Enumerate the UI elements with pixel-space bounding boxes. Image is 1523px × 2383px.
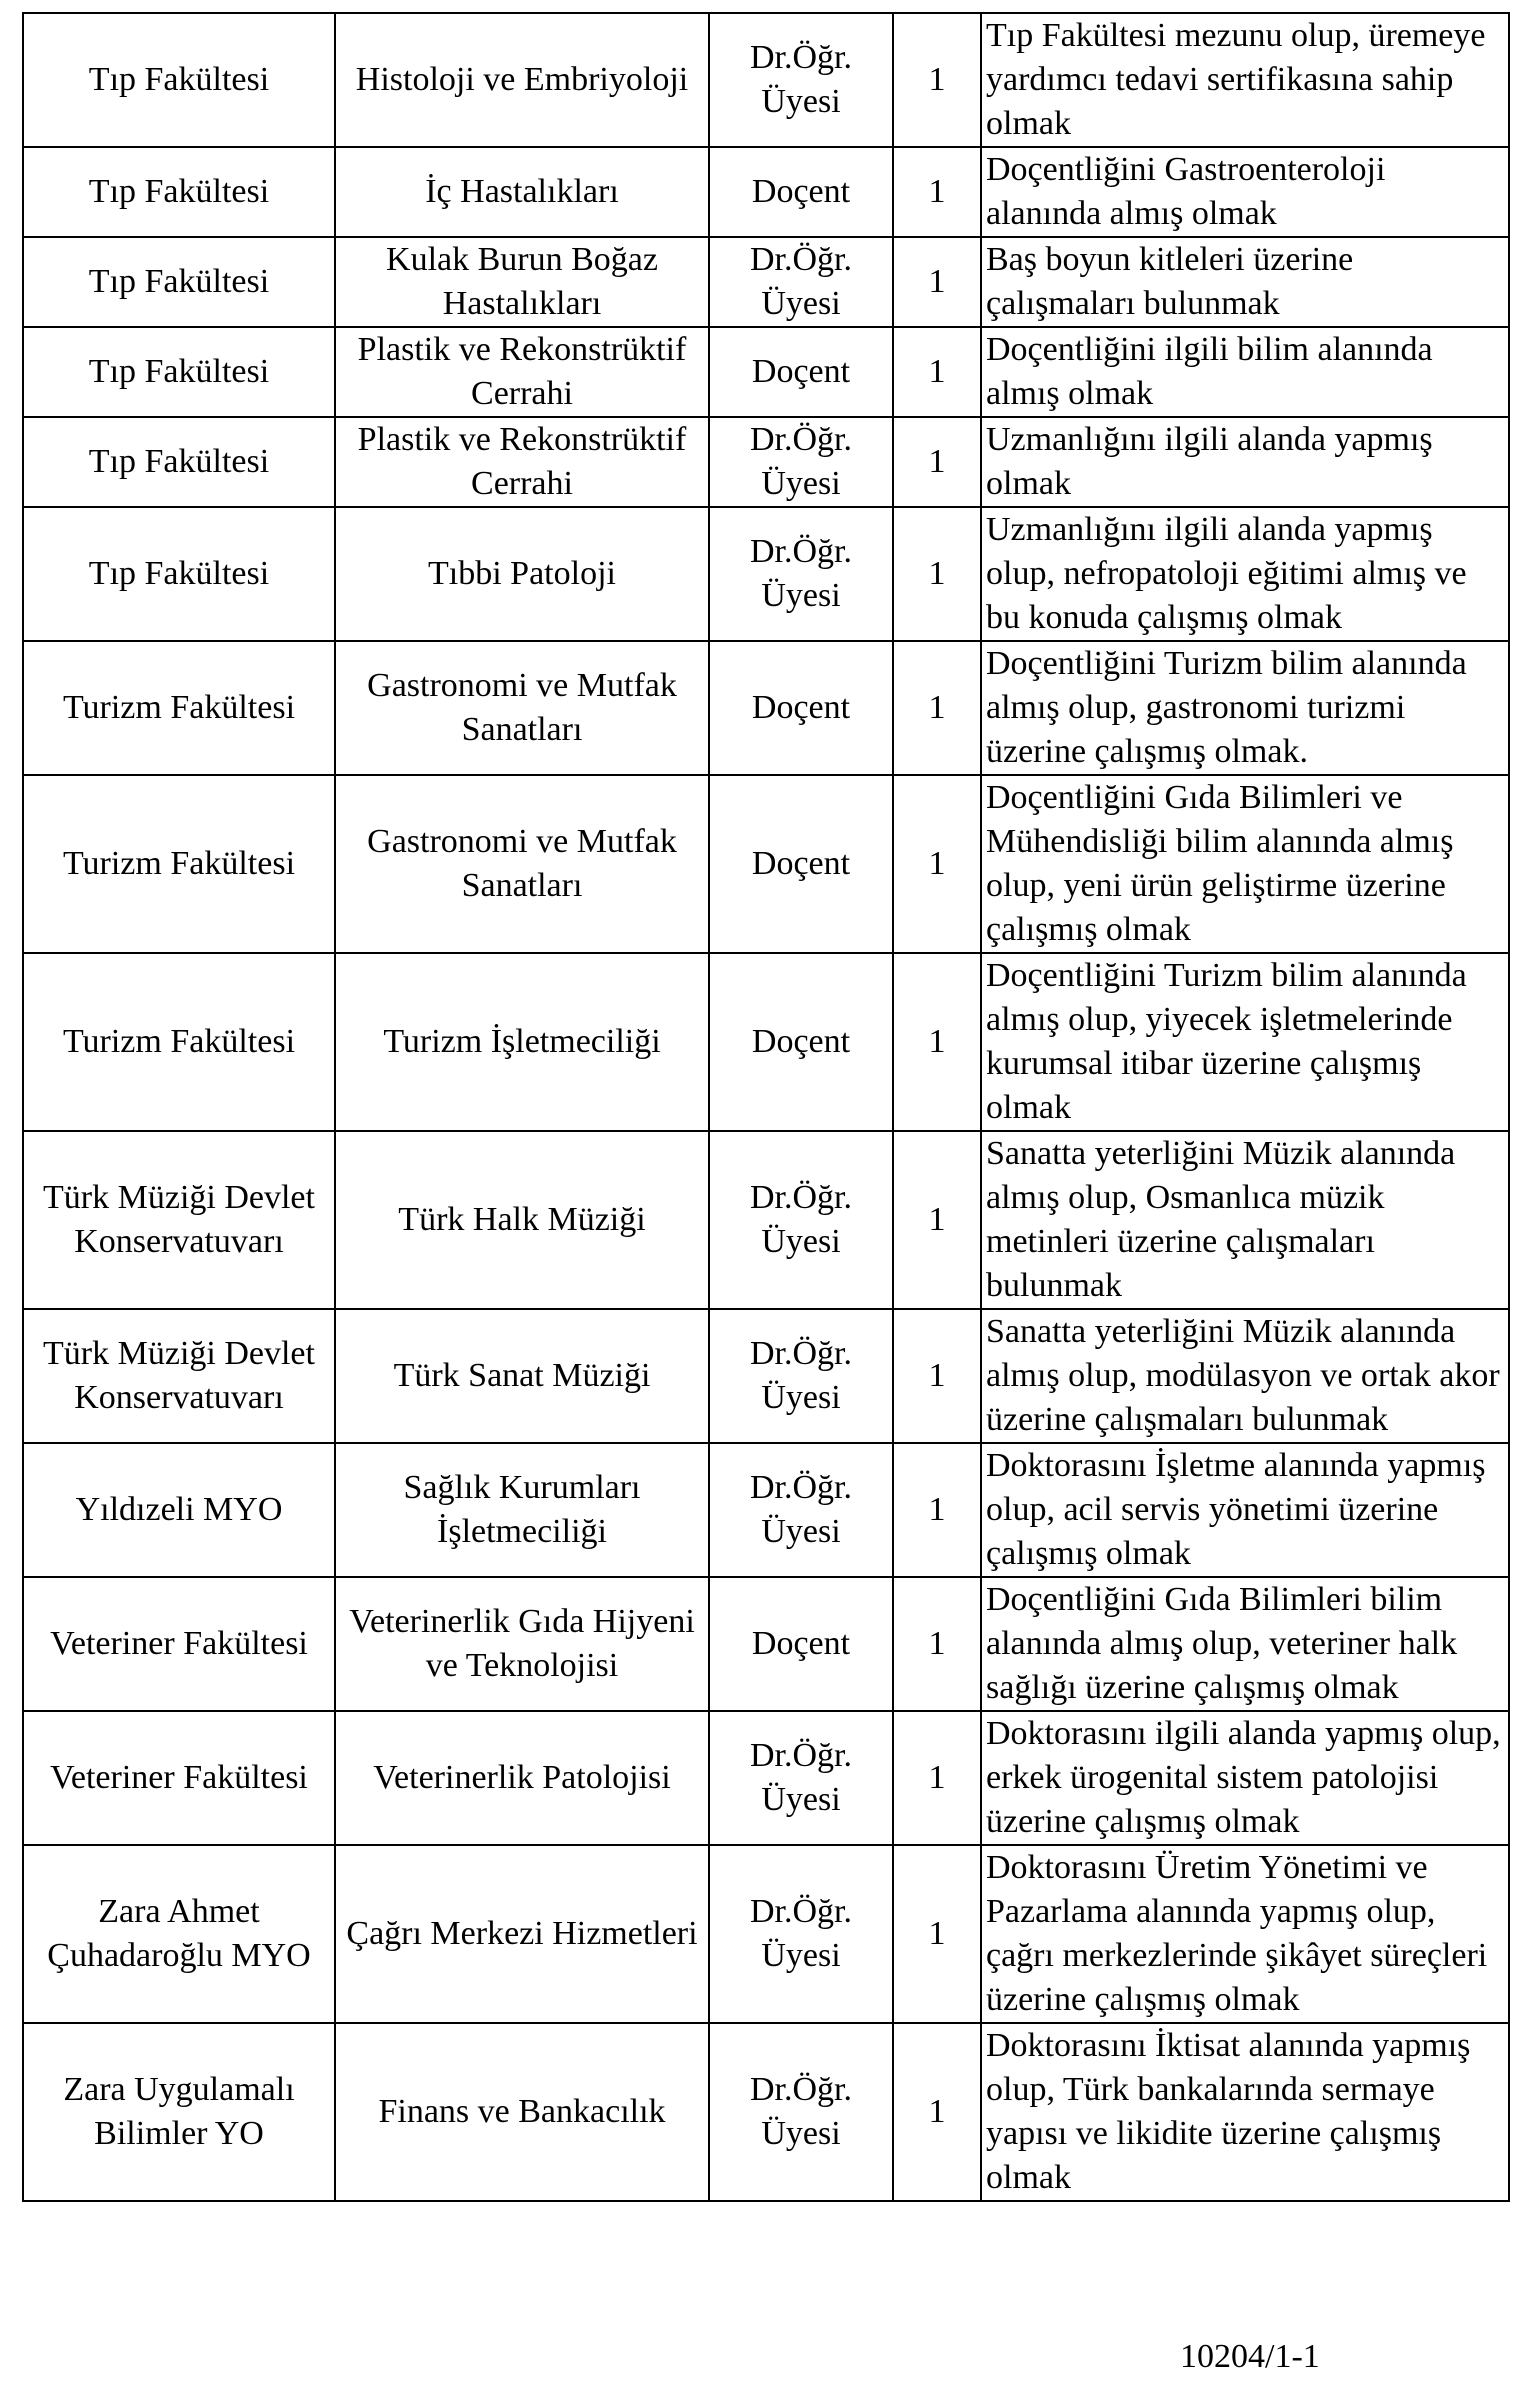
department-cell: Kulak Burun Boğaz Hastalıkları [335,237,709,327]
title-cell: Dr.Öğr. Üyesi [709,2023,893,2201]
positions-table-body [23,13,1509,2201]
unit-cell: Veteriner Fakültesi [23,1711,335,1845]
table-row [23,775,1509,953]
count-cell: 1 [893,775,981,953]
department-cell: Gastronomi ve Mutfak Sanatları [335,775,709,953]
department-cell: Sağlık Kurumları İşletmeciliği [335,1443,709,1577]
requirement-cell: Doktorasını ilgili alanda yapmış olup, erkek ürogenital sistem patolojisi üzerine çalışmış olmak [981,1711,1509,1845]
title-cell: Doçent [709,147,893,237]
department-cell: Veterinerlik Gıda Hijyeni ve Teknolojisi [335,1577,709,1711]
requirement-cell: Doçentliğini Turizm bilim alanında almış olup, gastronomi turizmi üzerine çalışmış olmak. [981,641,1509,775]
title-cell: Dr.Öğr. Üyesi [709,1711,893,1845]
count-cell: 1 [893,507,981,641]
requirement-cell: Doçentliğini Turizm bilim alanında almış olup, yiyecek işletmelerinde kurumsal itibar üzerine çalışmış olmak [981,953,1509,1131]
count-cell: 1 [893,237,981,327]
unit-cell: Tıp Fakültesi [23,507,335,641]
title-cell: Dr.Öğr. Üyesi [709,237,893,327]
table-row [23,1577,1509,1711]
table-row [23,1711,1509,1845]
requirement-cell: Doktorasını İktisat alanında yapmış olup, Türk bankalarında sermaye yapısı ve likidite üzerine çalışmış olmak [981,2023,1509,2201]
title-cell: Dr.Öğr. Üyesi [709,1443,893,1577]
requirement-cell: Doçentliğini Gıda Bilimleri bilim alanında almış olup, veteriner halk sağlığı üzerine çalışmış olmak [981,1577,1509,1711]
requirement-cell: Doktorasını Üretim Yönetimi ve Pazarlama alanında yapmış olup, çağrı merkezlerinde şikâyet süreçleri üzerine çalışmış olmak [981,1845,1509,2023]
table-row [23,237,1509,327]
department-cell: Veterinerlik Patolojisi [335,1711,709,1845]
title-cell: Dr.Öğr. Üyesi [709,1131,893,1309]
department-cell: Çağrı Merkezi Hizmetleri [335,1845,709,2023]
unit-cell: Tıp Fakültesi [23,147,335,237]
count-cell: 1 [893,417,981,507]
table-row [23,2023,1509,2201]
count-cell: 1 [893,1577,981,1711]
unit-cell: Tıp Fakültesi [23,327,335,417]
requirement-cell: Sanatta yeterliğini Müzik alanında almış olup, Osmanlıca müzik metinleri üzerine çalışmaları bulunmak [981,1131,1509,1309]
title-cell: Doçent [709,775,893,953]
title-cell: Dr.Öğr. Üyesi [709,13,893,147]
department-cell: Histoloji ve Embriyoloji [335,13,709,147]
document-code: 10204/1-1 [1180,2338,1320,2375]
unit-cell: Türk Müziği Devlet Konservatuvarı [23,1131,335,1309]
count-cell: 1 [893,147,981,237]
table-row [23,1131,1509,1309]
title-cell: Doçent [709,327,893,417]
count-cell: 1 [893,641,981,775]
department-cell: Plastik ve Rekonstrüktif Cerrahi [335,417,709,507]
count-cell: 1 [893,327,981,417]
requirement-cell: Doktorasını İşletme alanında yapmış olup, acil servis yönetimi üzerine çalışmış olmak [981,1443,1509,1577]
requirement-cell: Sanatta yeterliğini Müzik alanında almış olup, modülasyon ve ortak akor üzerine çalışmaları bulunmak [981,1309,1509,1443]
title-cell: Dr.Öğr. Üyesi [709,507,893,641]
table-row [23,641,1509,775]
table-row [23,1845,1509,2023]
department-cell: Gastronomi ve Mutfak Sanatları [335,641,709,775]
table-row [23,507,1509,641]
title-cell: Doçent [709,1577,893,1711]
unit-cell: Tıp Fakültesi [23,237,335,327]
count-cell: 1 [893,1845,981,2023]
department-cell: Turizm İşletmeciliği [335,953,709,1131]
count-cell: 1 [893,953,981,1131]
table-row [23,953,1509,1131]
unit-cell: Tıp Fakültesi [23,13,335,147]
count-cell: 1 [893,1131,981,1309]
count-cell: 1 [893,2023,981,2201]
title-cell: Dr.Öğr. Üyesi [709,1309,893,1443]
requirement-cell: Tıp Fakültesi mezunu olup, üremeye yardımcı tedavi sertifikasına sahip olmak [981,13,1509,147]
department-cell: İç Hastalıkları [335,147,709,237]
count-cell: 1 [893,1443,981,1577]
positions-table [22,12,1510,2202]
unit-cell: Yıldızeli MYO [23,1443,335,1577]
unit-cell: Veteriner Fakültesi [23,1577,335,1711]
table-row [23,13,1509,147]
table-row [23,147,1509,237]
requirement-cell: Doçentliğini Gastroenteroloji alanında almış olmak [981,147,1509,237]
department-cell: Türk Sanat Müziği [335,1309,709,1443]
unit-cell: Turizm Fakültesi [23,953,335,1131]
requirement-cell: Doçentliğini ilgili bilim alanında almış olmak [981,327,1509,417]
department-cell: Finans ve Bankacılık [335,2023,709,2201]
title-cell: Doçent [709,641,893,775]
unit-cell: Türk Müziği Devlet Konservatuvarı [23,1309,335,1443]
table-row [23,1443,1509,1577]
table-row [23,327,1509,417]
requirement-cell: Uzmanlığını ilgili alanda yapmış olup, nefropatoloji eğitimi almış ve bu konuda çalışmış olmak [981,507,1509,641]
title-cell: Doçent [709,953,893,1131]
department-cell: Tıbbi Patoloji [335,507,709,641]
count-cell: 1 [893,1309,981,1443]
table-row [23,417,1509,507]
requirement-cell: Doçentliğini Gıda Bilimleri ve Mühendisliği bilim alanında almış olup, yeni ürün geliştirme üzerine çalışmış olmak [981,775,1509,953]
requirement-cell: Baş boyun kitleleri üzerine çalışmaları bulunmak [981,237,1509,327]
table-row [23,1309,1509,1443]
department-cell: Türk Halk Müziği [335,1131,709,1309]
unit-cell: Zara Uygulamalı Bilimler YO [23,2023,335,2201]
unit-cell: Turizm Fakültesi [23,641,335,775]
count-cell: 1 [893,1711,981,1845]
count-cell: 1 [893,13,981,147]
title-cell: Dr.Öğr. Üyesi [709,1845,893,2023]
department-cell: Plastik ve Rekonstrüktif Cerrahi [335,327,709,417]
requirement-cell: Uzmanlığını ilgili alanda yapmış olmak [981,417,1509,507]
unit-cell: Turizm Fakültesi [23,775,335,953]
title-cell: Dr.Öğr. Üyesi [709,417,893,507]
unit-cell: Zara Ahmet Çuhadaroğlu MYO [23,1845,335,2023]
unit-cell: Tıp Fakültesi [23,417,335,507]
